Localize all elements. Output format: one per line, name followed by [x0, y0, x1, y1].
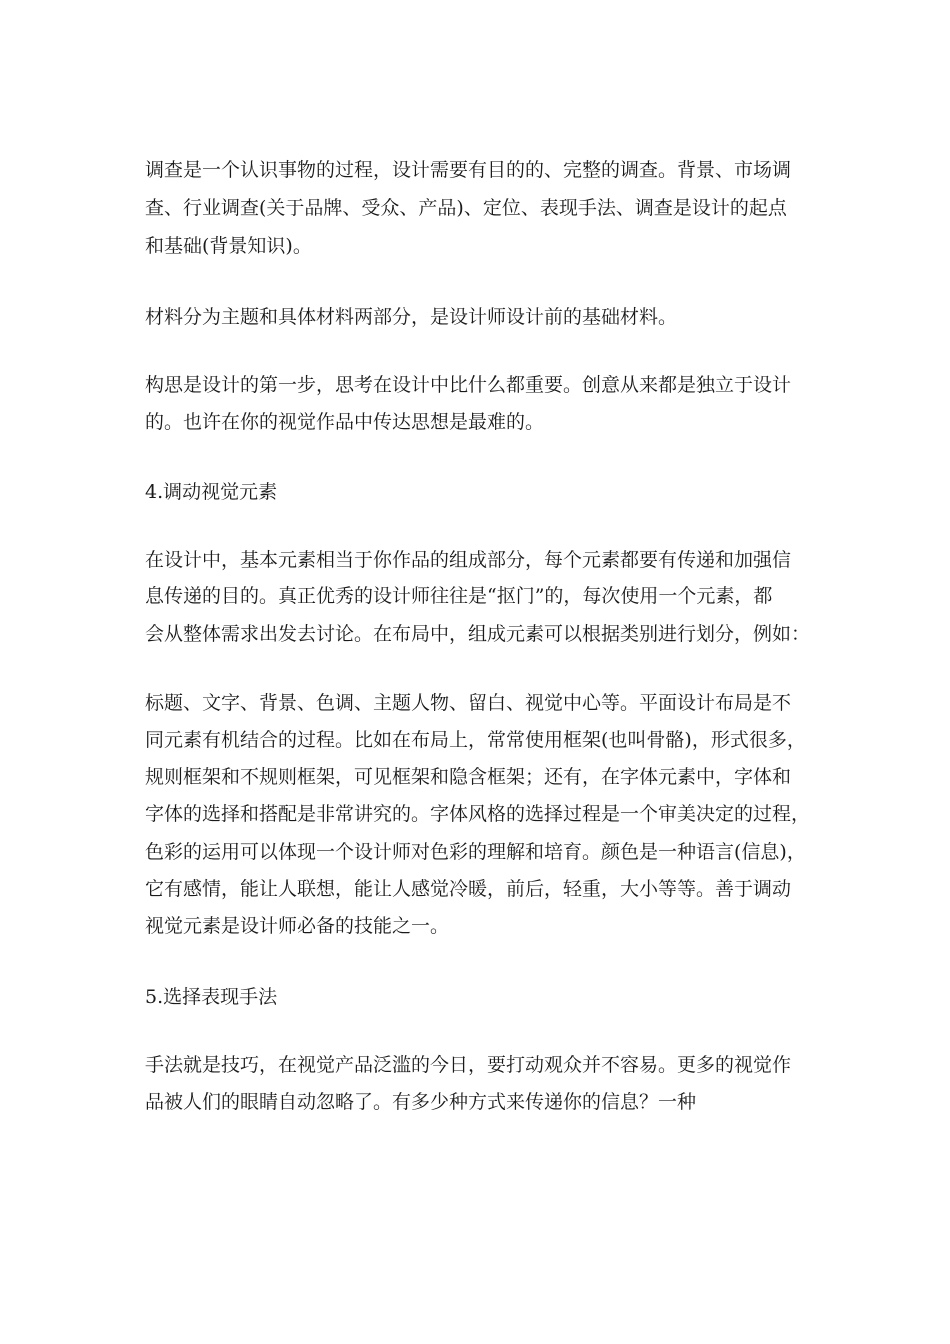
section-heading-4: 4.调动视觉元素 [145, 481, 278, 503]
paragraph-6-line-3: 规则框架和不规则框架，可见框架和隐含框架；还有，在字体元素中，字体和 [145, 766, 792, 788]
paragraph-6-line-4: 字体的选择和搭配是非常讲究的。字体风格的选择过程是一个审美决定的过程， [145, 803, 811, 825]
paragraph-6-line-2: 同元素有机结合的过程。比如在布局上，常常使用框架(也叫骨骼)，形式很多， [145, 729, 806, 751]
paragraph-6-line-1: 标题、文字、背景、色调、主题人物、留白、视觉中心等。平面设计布局是不 [145, 692, 792, 714]
paragraph-6-line-7: 视觉元素是设计师必备的技能之一。 [145, 915, 450, 937]
section-heading-5: 5.选择表现手法 [145, 986, 278, 1008]
paragraph-3-line-2: 的。也许在你的视觉作品中传达思想是最难的。 [145, 411, 545, 433]
paragraph-5-line-1: 在设计中，基本元素相当于你作品的组成部分，每个元素都要有传递和加强信 [145, 549, 792, 571]
paragraph-2-line-1: 材料分为主题和具体材料两部分，是设计师设计前的基础材料。 [145, 306, 678, 328]
paragraph-5-line-3: 会从整体需求出发去讨论。在布局中，组成元素可以根据类别进行划分，例如： [145, 623, 811, 645]
paragraph-6-line-5: 色彩的运用可以体现一个设计师对色彩的理解和培育。颜色是一种语言(信息)， [145, 841, 806, 863]
paragraph-8-line-2: 品被人们的眼睛自动忽略了。有多少种方式来传递你的信息？一种 [145, 1091, 697, 1113]
paragraph-1-line-1: 调查是一个认识事物的过程，设计需要有目的的、完整的调查。背景、市场调 [145, 159, 792, 181]
paragraph-1-line-2: 查、行业调查(关于品牌、受众、产品)、定位、表现手法、调查是设计的起点 [145, 197, 787, 219]
paragraph-6-line-6: 它有感情，能让人联想，能让人感觉冷暖，前后，轻重，大小等等。善于调动 [145, 878, 792, 900]
paragraph-3-line-1: 构思是设计的第一步，思考在设计中比什么都重要。创意从来都是独立于设计 [145, 374, 792, 396]
paragraph-5-line-2: 息传递的目的。真正优秀的设计师往往是“抠门”的，每次使用一个元素，都 [145, 585, 773, 607]
paragraph-1-line-3: 和基础(背景知识)。 [145, 235, 312, 257]
paragraph-8-line-1: 手法就是技巧，在视觉产品泛滥的今日，要打动观众并不容易。更多的视觉作 [145, 1054, 792, 1076]
